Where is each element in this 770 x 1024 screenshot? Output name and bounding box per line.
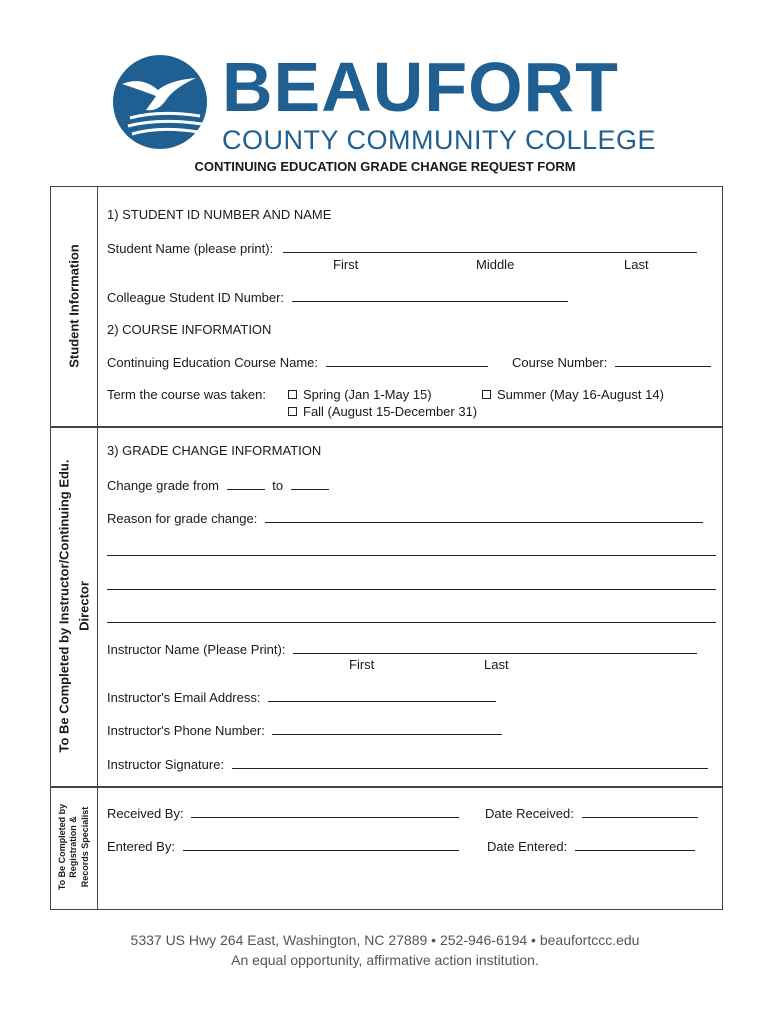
date-entered-label: Date Entered: <box>487 839 568 854</box>
course-name-row <box>107 354 488 370</box>
form-title: CONTINUING EDUCATION GRADE CHANGE REQUEST FORM <box>194 159 576 174</box>
date-received-field[interactable] <box>582 805 698 818</box>
term-fall-checkbox[interactable] <box>288 407 297 416</box>
side-label-divider <box>97 186 98 909</box>
reason-field-line4[interactable] <box>107 610 716 623</box>
course-info-heading: 2) COURSE INFORMATION <box>107 322 272 337</box>
instructor-email-label: Instructor's Email Address: <box>107 690 261 705</box>
entered-by-field[interactable] <box>183 838 459 851</box>
instructor-email-field[interactable] <box>268 689 496 702</box>
grade-to-field[interactable] <box>291 477 329 490</box>
change-grade-from-label: Change grade from <box>107 478 220 493</box>
term-summer-option[interactable] <box>482 387 664 402</box>
date-entered-row <box>487 838 695 854</box>
student-information-label: Student Information <box>66 244 82 368</box>
student-id-row <box>107 289 568 305</box>
change-grade-row <box>107 477 329 493</box>
instructor-name-field[interactable] <box>293 641 697 654</box>
received-by-field[interactable] <box>191 805 459 818</box>
date-entered-field[interactable] <box>575 838 695 851</box>
student-name-last: Last <box>624 257 649 272</box>
reason-field-line2[interactable] <box>107 543 716 556</box>
instructor-name-first: First <box>349 657 375 672</box>
term-summer-checkbox[interactable] <box>482 390 491 399</box>
instructor-phone-row <box>107 722 502 738</box>
seabird-emblem-icon <box>112 54 208 150</box>
instructor-phone-field[interactable] <box>272 722 502 735</box>
course-name-label: Continuing Education Course Name: <box>107 355 319 370</box>
reason-row <box>107 510 703 526</box>
change-grade-to-label: to <box>272 478 284 493</box>
instructor-name-last: Last <box>484 657 509 672</box>
date-received-label: Date Received: <box>485 806 574 821</box>
student-id-heading: 1) STUDENT ID NUMBER AND NAME <box>107 207 332 222</box>
grade-from-field[interactable] <box>227 477 265 490</box>
instructor-signature-row <box>107 756 708 772</box>
term-fall-label: Fall (August 15-December 31) <box>303 404 478 419</box>
registration-side-label-line1: To Be Completed by <box>57 803 67 891</box>
instructor-name-row <box>107 641 697 657</box>
term-spring-label: Spring (Jan 1-May 15) <box>303 387 432 402</box>
footer-statement: An equal opportunity, affirmative action institution. <box>231 952 539 968</box>
received-by-label: Received By: <box>107 806 184 821</box>
term-summer-label: Summer (May 16-August 14) <box>497 387 664 402</box>
date-received-row <box>485 805 698 821</box>
student-id-label: Colleague Student ID Number: <box>107 290 285 305</box>
term-spring-option[interactable] <box>288 387 432 402</box>
course-number-label: Course Number: <box>512 355 608 370</box>
received-by-row <box>107 805 459 821</box>
grade-change-heading: 3) GRADE CHANGE INFORMATION <box>107 443 322 458</box>
student-name-row <box>107 240 697 256</box>
entered-by-row <box>107 838 459 854</box>
student-name-label: Student Name (please print): <box>107 241 274 256</box>
logo-subtitle: COUNTY COMMUNITY COLLEGE <box>222 125 657 155</box>
instructor-name-label: Instructor Name (Please Print): <box>107 642 286 657</box>
course-name-field[interactable] <box>326 354 488 367</box>
instructor-signature-field[interactable] <box>232 756 708 769</box>
reason-field-line3[interactable] <box>107 577 716 590</box>
registration-side-label-line3: Records Specialist <box>80 806 90 888</box>
instructor-phone-label: Instructor's Phone Number: <box>107 723 265 738</box>
term-spring-checkbox[interactable] <box>288 390 297 399</box>
student-name-first: First <box>333 257 359 272</box>
student-name-middle: Middle <box>476 257 515 272</box>
course-number-field[interactable] <box>615 354 711 367</box>
reason-field-line1[interactable] <box>265 510 703 523</box>
instructor-email-row <box>107 689 496 705</box>
student-id-field[interactable] <box>292 289 568 302</box>
instructor-side-label-line2: Director <box>76 581 92 631</box>
entered-by-label: Entered By: <box>107 839 175 854</box>
footer-address: 5337 US Hwy 264 East, Washington, NC 27889 • 252-946-6194 • beaufortccc.edu <box>130 932 640 948</box>
college-logo <box>112 48 662 155</box>
reason-label: Reason for grade change: <box>107 511 258 526</box>
logo-name: BEAUFORT <box>222 48 619 126</box>
term-fall-option[interactable] <box>288 404 477 419</box>
instructor-signature-label: Instructor Signature: <box>107 757 225 772</box>
term-label: Term the course was taken: <box>107 387 266 402</box>
student-name-field[interactable] <box>283 240 697 253</box>
course-number-row <box>512 354 711 370</box>
instructor-side-label-line1: To Be Completed by Instructor/Continuing Edu. <box>56 459 72 753</box>
registration-side-label-line2: Registration & <box>68 816 78 878</box>
